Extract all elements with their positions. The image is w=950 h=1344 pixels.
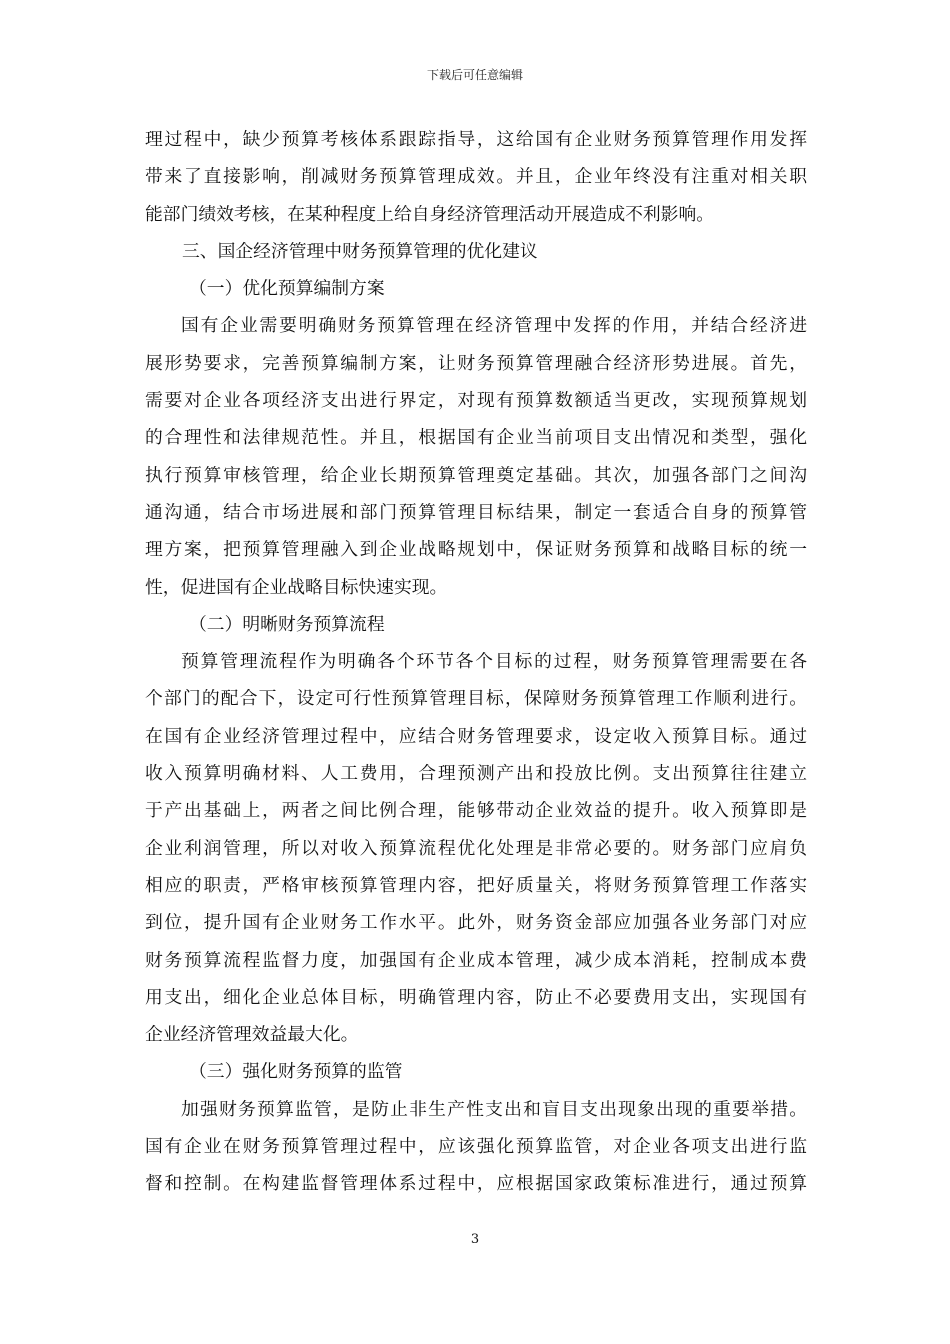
paragraph-line: 督和控制。在构建监督管理体系过程中，应根据国家政策标准进行，通过预算: [145, 1173, 807, 1195]
page-header: 下载后可任意编辑: [426, 68, 523, 82]
subsection-heading: （一）优化预算编制方案: [189, 278, 385, 300]
paragraph-line: 需要对企业各项经济支出进行界定，对现有预算数额适当更改，实现预算规划: [145, 390, 807, 412]
paragraph-line: 理过程中，缺少预算考核体系跟踪指导，这给国有企业财务预算管理作用发挥: [145, 129, 807, 150]
paragraph: [145, 307, 807, 605]
paragraph-line: 企业经济管理效益最大化。: [145, 1024, 359, 1046]
subsection-heading: （三）强化财务预算的监管: [189, 1061, 403, 1083]
paragraph-line: 能部门绩效考核，在某种程度上给自身经济管理活动开展造成不利影响。: [145, 203, 715, 225]
paragraph-line: 通沟通，结合市场进展和部门预算管理目标结果，制定一套适合自身的预算管: [145, 501, 807, 523]
paragraph-line: 的合理性和法律规范性。并且，根据国有企业当前项目支出情况和类型，强化: [145, 427, 807, 449]
paragraph-line: 在国有企业经济管理过程中，应结合财务管理要求，设定收入预算目标。通过: [145, 725, 807, 747]
paragraph-line: 财务预算流程监督力度，加强国有企业成本管理，减少成本消耗，控制成本费: [145, 949, 807, 971]
page-number: 3: [470, 1232, 480, 1247]
paragraph-line: 加强财务预算监管，是防止非生产性支出和盲目支出现象出现的重要举措。: [181, 1098, 807, 1120]
paragraph-line: 展形势要求，完善预算编制方案，让财务预算管理融合经济形势进展。首先，: [145, 352, 807, 374]
paragraph-line: 企业利润管理，所以对收入预算流程优化处理是非常必要的。财务部门应肩负: [145, 837, 807, 859]
paragraph-line: 相应的职责，严格审核预算管理内容，把好质量关，将财务预算管理工作落实: [145, 874, 807, 896]
paragraph: [145, 643, 807, 1053]
paragraph-line: 到位，提升国有企业财务工作水平。此外，财务资金部应加强各业务部门对应: [145, 912, 807, 934]
paragraph-line: 用支出，细化企业总体目标，明确管理内容，防止不必要费用支出，实现国有: [145, 986, 807, 1008]
paragraph-line: 执行预算审核管理，给企业长期预算管理奠定基础。其次，加强各部门之间沟: [145, 464, 807, 486]
section-heading: 三、国企经济管理中财务预算管理的优化建议: [182, 240, 538, 262]
paragraph-line: 性，促进国有企业战略目标快速实现。: [145, 576, 448, 598]
document-body: [145, 121, 807, 1203]
paragraph-line: 带来了直接影响，削减财务预算管理成效。并且，企业年终没有注重对相关职: [145, 166, 807, 188]
paragraph-line: 预算管理流程作为明确各个环节各个目标的过程，财务预算管理需要在各: [181, 651, 807, 673]
paragraph: [145, 121, 807, 233]
paragraph: [145, 1091, 807, 1203]
paragraph-line: 国有企业需要明确财务预算管理在经济管理中发挥的作用，并结合经济进: [181, 315, 807, 337]
paragraph-line: 理方案，把预算管理融入到企业战略规划中，保证财务预算和战略目标的统一: [145, 539, 807, 561]
paragraph-line: 国有企业在财务预算管理过程中，应该强化预算监管，对企业各项支出进行监: [145, 1136, 807, 1158]
paragraph-line: 于产出基础上，两者之间比例合理，能够带动企业效益的提升。收入预算即是: [145, 800, 807, 822]
paragraph-line: 收入预算明确材料、人工费用，合理预测产出和投放比例。支出预算往往建立: [145, 763, 807, 785]
paragraph-line: 个部门的配合下，设定可行性预算管理目标，保障财务预算管理工作顺利进行。: [145, 688, 807, 710]
subsection-heading: （二）明晰财务预算流程: [189, 613, 385, 635]
